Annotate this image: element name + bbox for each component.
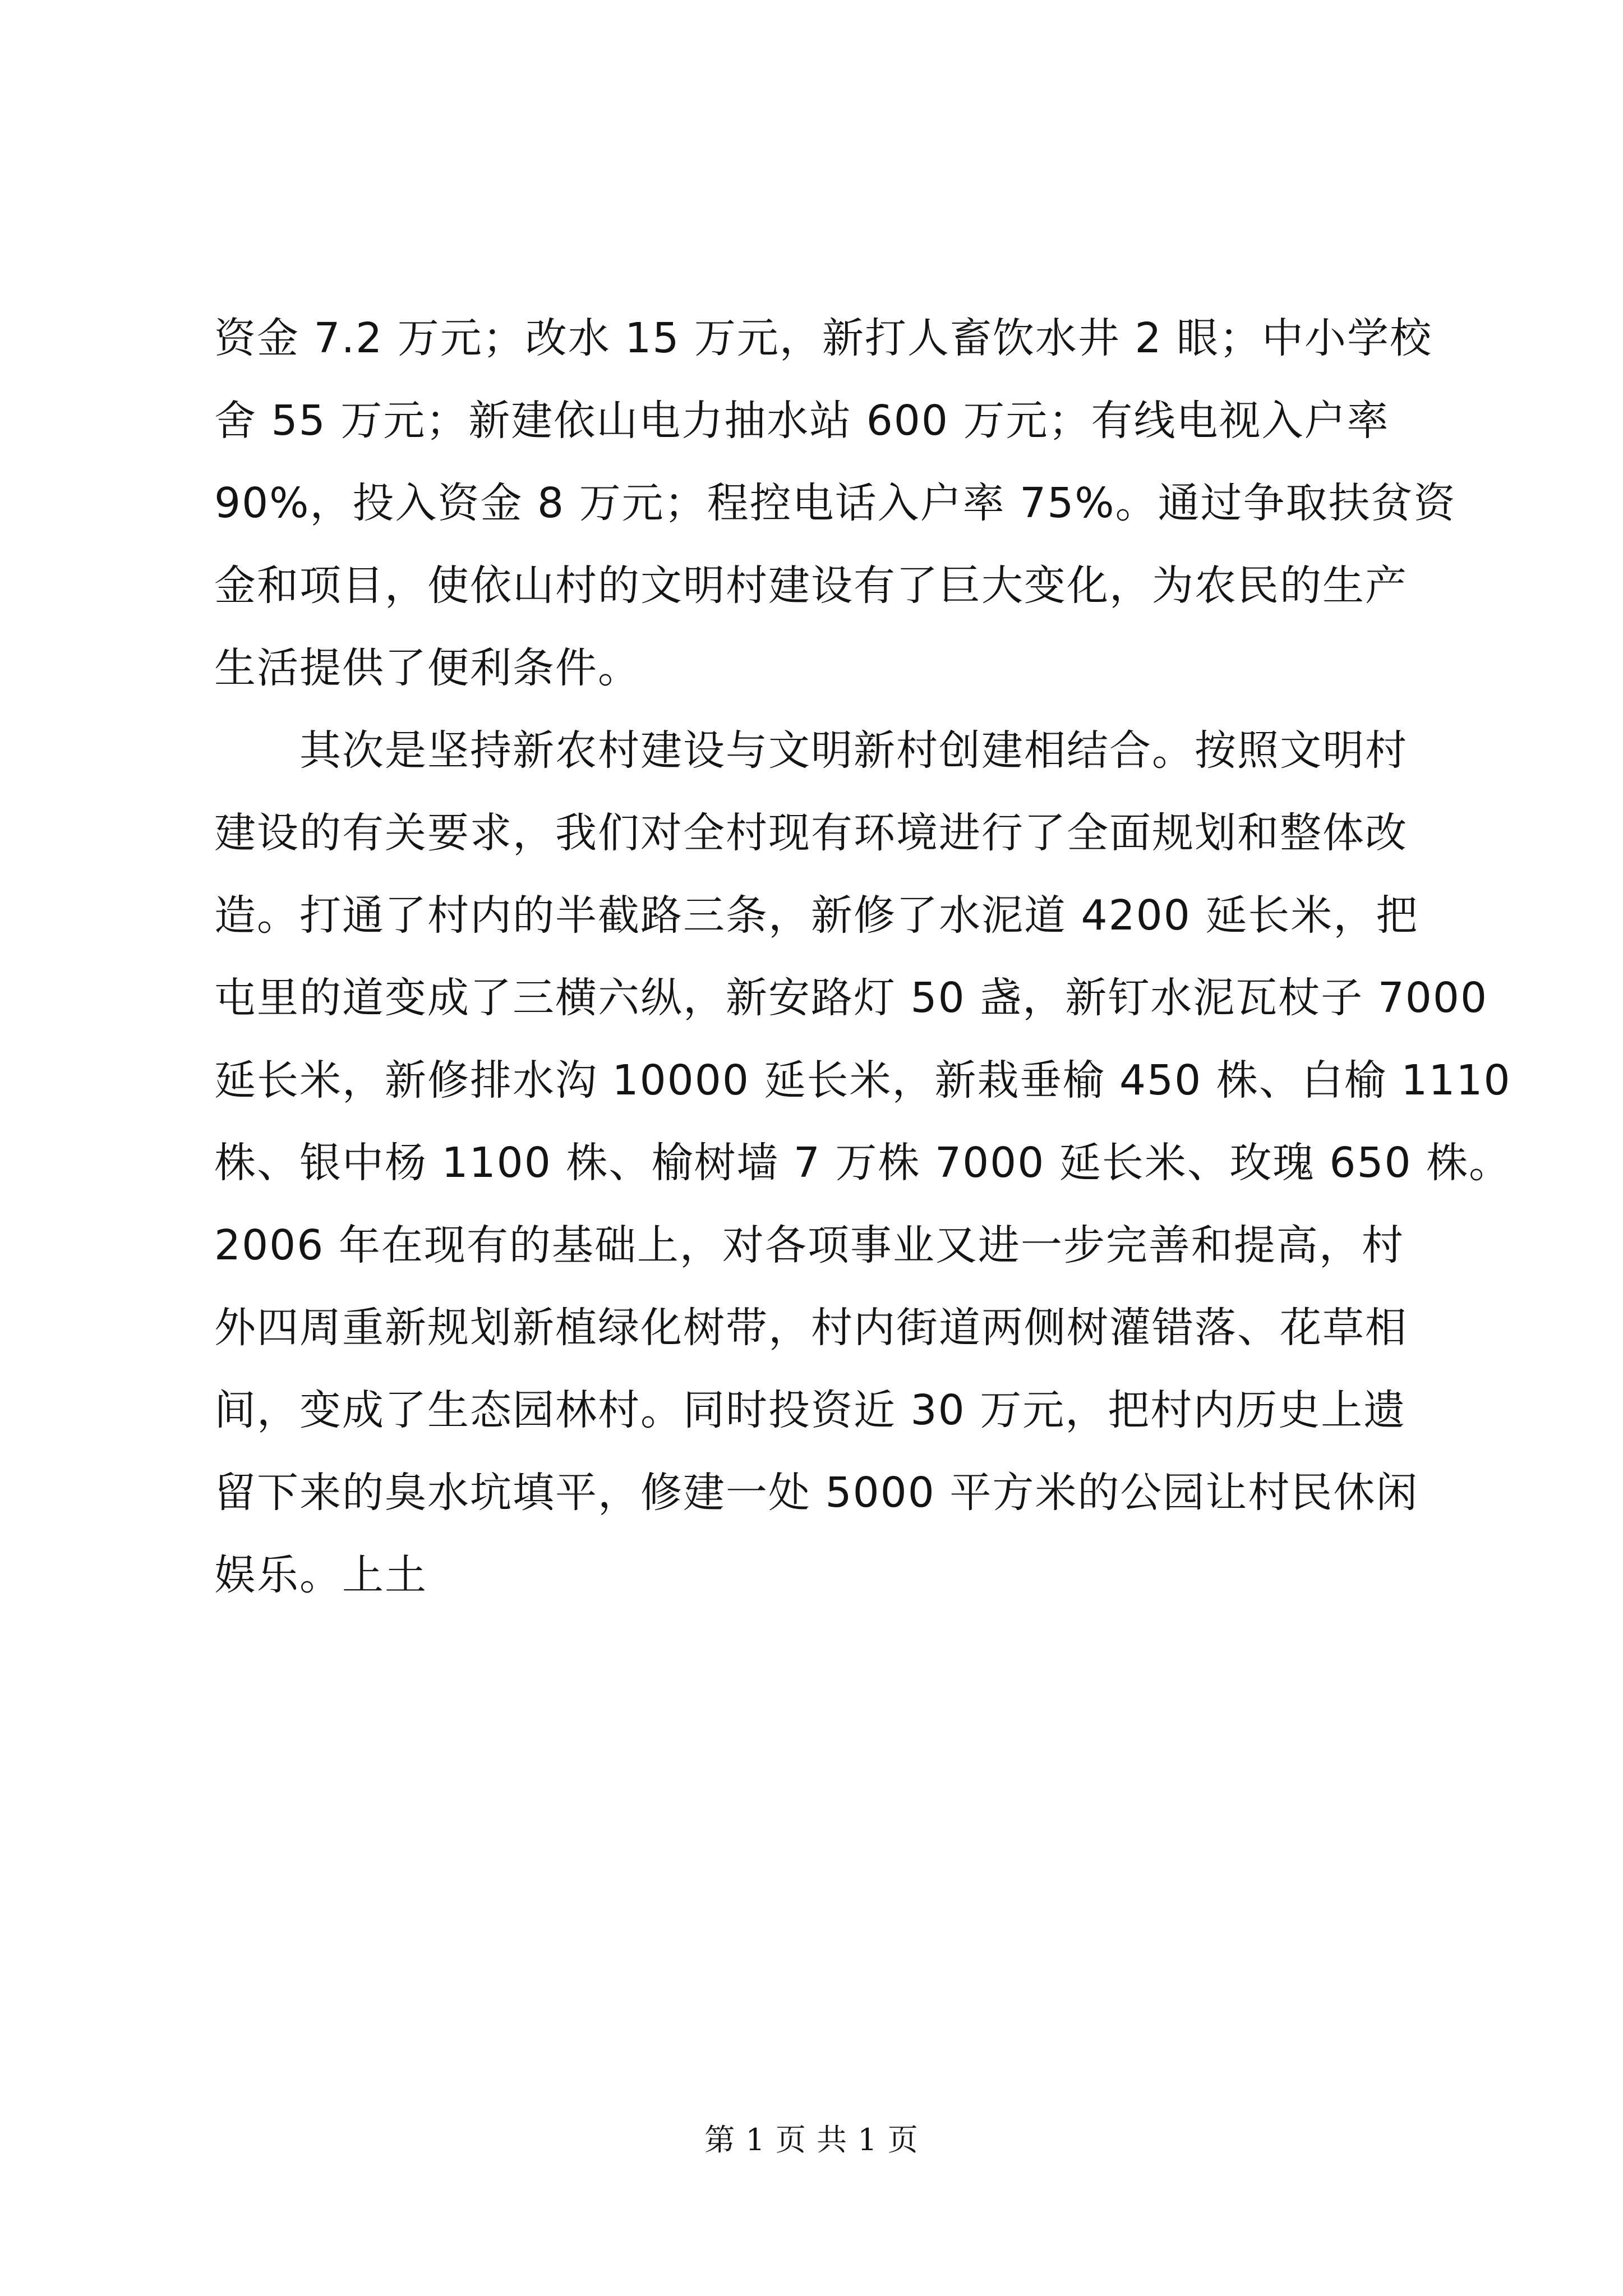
text-line: 生活提供了便利条件。 bbox=[214, 644, 640, 692]
page-footer: 第 1 页 共 1 页 bbox=[704, 2122, 919, 2157]
text-line: 屯里的道变成了三横六纵，新安路灯 50 盏，新钉水泥瓦杖子 7000 bbox=[214, 974, 1488, 1022]
text-line: 2006 年在现有的基础上，对各项事业又进一步完善和提高，村 bbox=[214, 1221, 1404, 1269]
text-line: 延长米，新修排水沟 10000 延长米，新栽垂榆 450 株、白榆 1110 bbox=[214, 1056, 1511, 1105]
text-line: 造。打通了村内的半截路三条，新修了水泥道 4200 延长米，把 bbox=[214, 891, 1419, 940]
text-line: 留下来的臭水坑填平，修建一处 5000 平方米的公园让村民休闲 bbox=[214, 1469, 1419, 1517]
paragraph-1 bbox=[214, 297, 1456, 710]
text-line: 外四周重新规划新植绿化树带，村内街道两侧树灌错落、花草相 bbox=[214, 1304, 1408, 1352]
text-line: 娱乐。上土 bbox=[214, 1551, 427, 1599]
text-line: 株、银中杨 1100 株、榆树墙 7 万株 7000 延长米、玫瑰 650 株。 bbox=[214, 1139, 1512, 1187]
paragraph-2 bbox=[214, 710, 1512, 1617]
document-body bbox=[214, 297, 1512, 1617]
text-line: 间，变成了生态园林村。同时投资近 30 万元，把村内历史上遗 bbox=[214, 1386, 1407, 1434]
text-line: 90%，投入资金 8 万元；程控电话入户率 75%。通过争取扶贫资 bbox=[214, 479, 1456, 527]
text-line: 建设的有关要求，我们对全村现有环境进行了全面规划和整体改 bbox=[214, 809, 1408, 857]
text-line: 其次是坚持新农村建设与文明新村创建相结合。按照文明村 bbox=[299, 726, 1408, 775]
text-line: 金和项目，使依山村的文明村建设有了巨大变化，为农民的生产 bbox=[214, 562, 1408, 610]
text-line: 资金 7.2 万元；改水 15 万元，新打人畜饮水井 2 眼；中小学校 bbox=[214, 314, 1433, 362]
text-line: 舍 55 万元；新建依山电力抽水站 600 万元；有线电视入户率 bbox=[214, 397, 1390, 445]
